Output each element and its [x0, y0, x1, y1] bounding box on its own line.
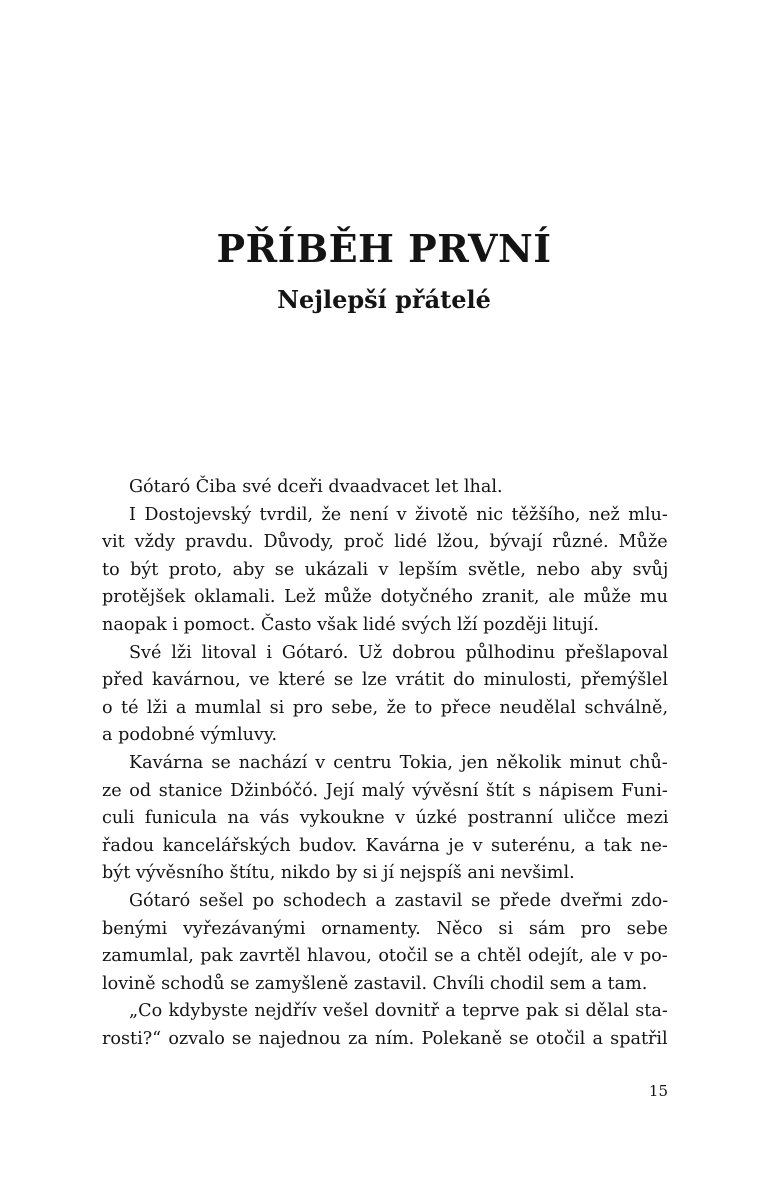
text-line: protějšek oklamali. Lež může dotyčného zranit, ale může mu — [102, 587, 668, 608]
text-line: benými vyřezávanými ornamenty. Něco si sám pro sebe — [102, 918, 668, 939]
text-line: „Co kdybyste nejdřív vešel dovnitř a teprve pak si dělal sta- — [129, 1001, 668, 1022]
body-text — [102, 474, 668, 1053]
text-line: I Dostojevský tvrdil, že není v životě nic těžšího, než mlu- — [129, 504, 668, 525]
page-number: 15 — [648, 1082, 668, 1100]
text-line: řadou kancelářských budov. Kavárna je v suterénu, a tak ne- — [102, 835, 668, 856]
text-line: Gótaró Čiba své dceři dvaadvacet let lhal. — [129, 477, 503, 497]
text-line: Své lži litoval i Gótaró. Už dobrou půlhodinu přešlapoval — [129, 642, 669, 663]
text-line: to být proto, aby se ukázali v lepším světle, nebo aby svůj — [102, 559, 669, 580]
text-line: zamumlal, pak zavrtěl hlavou, otočil se a chtěl odejít, ale v po- — [102, 946, 668, 967]
text-line: ze od stanice Džinbóčó. Její malý vývěsní štít s nápisem Funi- — [102, 780, 668, 801]
text-line: culi funicula na vás vykoukne v úzké postranní uličce mezi — [102, 808, 669, 829]
text-line: o té lži a mumlal si pro sebe, že to přece neudělal schválně, — [102, 697, 669, 718]
chapter-title: PŘÍBĚH PRVNÍ — [216, 226, 552, 271]
text-line: lovině schodů se zamyšleně zastavil. Chvíli chodil sem a tam. — [102, 973, 648, 994]
text-line: vit vždy pravdu. Důvody, proč lidé lžou, bývají různé. Může — [102, 532, 668, 553]
text-line: rosti?“ ozvalo se najednou za ním. Polekaně se otočil a spatřil — [102, 1028, 668, 1049]
chapter-subtitle: Nejlepší přátelé — [277, 285, 491, 314]
text-line: a podobné výmluvy. — [102, 725, 278, 746]
text-line: Gótaró sešel po schodech a zastavil se přede dveřmi zdo- — [129, 890, 669, 911]
text-line: naopak i pomoct. Často však lidé svých lží později litují. — [102, 614, 599, 635]
text-line: Kavárna se nachází v centru Tokia, jen několik minut chů- — [129, 752, 668, 773]
text-line: před kavárnou, ve které se lze vrátit do minulosti, přemýšlel — [102, 670, 668, 691]
text-line: být vývěsního štítu, nikdo by si jí nejspíš ani nevšiml. — [102, 863, 575, 884]
